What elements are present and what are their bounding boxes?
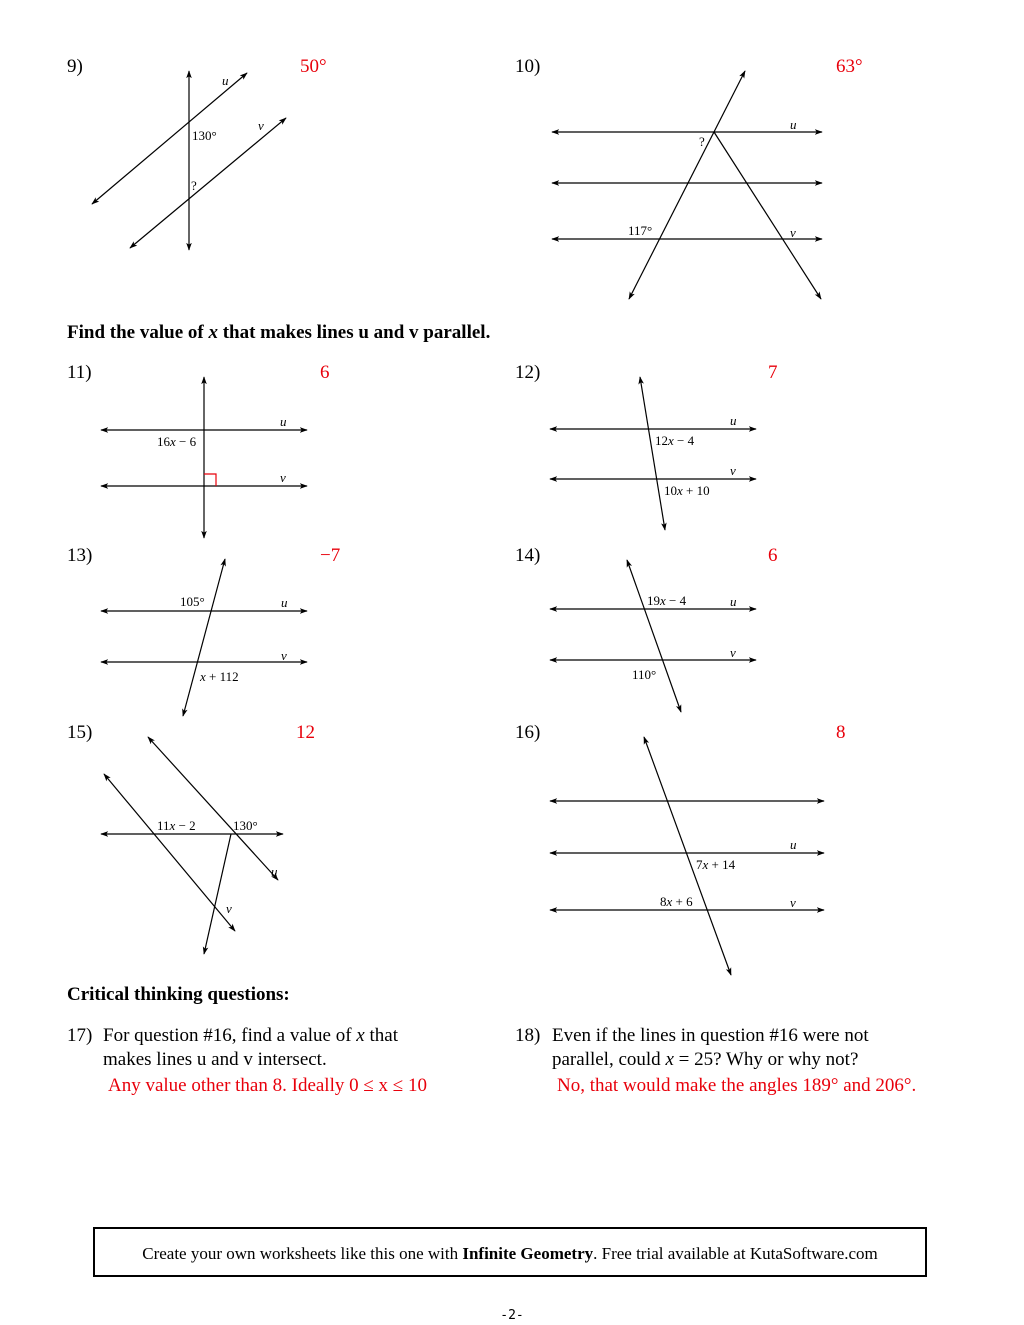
- question-18-text: Even if the lines in question #16 were not parallel, could x = 25? Why or why not? No, that would make the angles 189° and 206°.: [552, 1025, 917, 1096]
- answer-17: Any value other than 8. Ideally 0 ≤ x ≤ 10: [108, 1075, 427, 1096]
- fig16-label-v: v: [790, 895, 796, 910]
- fig9-label-v: v: [258, 118, 264, 133]
- fig9-angle-unknown: ?: [191, 178, 197, 193]
- fig14-label-v: v: [730, 645, 736, 660]
- answer-14: 6: [768, 545, 778, 566]
- fig11-label-v: v: [280, 470, 286, 485]
- section-heading-find: Find the value of x that makes lines u and v parallel.: [67, 322, 491, 343]
- fig11-label-u: u: [280, 414, 287, 429]
- fig10-angle-117: 117°: [628, 223, 653, 238]
- answer-12: 7: [768, 362, 778, 383]
- question-17: [67, 1024, 92, 1048]
- fig11-right-angle-mark: [204, 474, 216, 486]
- answer-9: 50°: [300, 56, 327, 77]
- footer-box: Create your own worksheets like this one with Infinite Geometry. Free trial available at KutaSoftware.com: [93, 1227, 927, 1277]
- fig15-expr: 11x − 2: [157, 818, 196, 833]
- fig10-angle-unknown: ?: [699, 134, 705, 149]
- fig15-line-u: [148, 737, 278, 880]
- fig16-transversal: [644, 737, 731, 975]
- fig11-expr: 16x − 6: [157, 434, 197, 449]
- fig14-angle-110: 110°: [632, 667, 657, 682]
- question-17-number: 17): [67, 1025, 93, 1046]
- fig13-transversal: [183, 559, 225, 716]
- answer-18: No, that would make the angles 189° and 206°.: [557, 1075, 917, 1096]
- problem-number-13: 13): [67, 545, 93, 566]
- problem-number-16: 16): [515, 722, 541, 743]
- fig12-label-v: v: [730, 463, 736, 478]
- fig14-transversal: [627, 560, 681, 712]
- problem-number-9: 9): [67, 56, 83, 77]
- problem-number-15: 15): [67, 722, 93, 743]
- fig15-line-v: [104, 774, 235, 931]
- fig12-transversal: [640, 377, 665, 530]
- answer-15: 12: [296, 722, 315, 743]
- fig10-transversal-1: [629, 71, 745, 299]
- fig15-angle-130: 130°: [233, 818, 258, 833]
- fig9-angle-130: 130°: [192, 128, 217, 143]
- answer-16: 8: [836, 722, 846, 743]
- question-18: [515, 1024, 540, 1048]
- fig9-label-u: u: [222, 73, 229, 88]
- fig12-expr-1: 12x − 4: [655, 433, 695, 448]
- answer-13: −7: [320, 545, 341, 566]
- question-17-text: For question #16, find a value of x that makes lines u and v intersect. Any value other than 8. Ideally 0 ≤ x ≤ 10: [103, 1025, 427, 1096]
- fig14-label-u: u: [730, 594, 737, 609]
- page-number: -2-: [500, 1308, 524, 1323]
- fig16-label-u: u: [790, 837, 797, 852]
- fig15-label-v: v: [226, 901, 232, 916]
- problem-number-11: 11): [67, 362, 92, 383]
- fig12-expr-2: 10x + 10: [664, 483, 710, 498]
- fig13-label-u: u: [281, 595, 288, 610]
- fig14-expr: 19x − 4: [647, 593, 687, 608]
- fig9-line-u: [92, 73, 247, 204]
- problem-number-12: 12): [515, 362, 541, 383]
- fig16-expr-1: 7x + 14: [696, 857, 736, 872]
- section-heading-critical: Critical thinking questions:: [67, 984, 290, 1005]
- answer-11: 6: [320, 362, 330, 383]
- problem-number-14: 14): [515, 545, 541, 566]
- fig13-angle-105: 105°: [180, 594, 205, 609]
- fig10-label-v: v: [790, 225, 796, 240]
- fig15-label-u: u: [271, 864, 278, 879]
- question-18-number: 18): [515, 1025, 541, 1046]
- fig10-label-u: u: [790, 117, 797, 132]
- problem-number-10: 10): [515, 56, 541, 77]
- fig15-ray: [204, 834, 231, 954]
- fig12-label-u: u: [730, 413, 737, 428]
- footer-brand: Infinite Geometry: [462, 1244, 594, 1263]
- answer-10: 63°: [836, 56, 863, 77]
- fig13-expr: x + 112: [200, 669, 239, 684]
- fig13-label-v: v: [281, 648, 287, 663]
- fig16-expr-2: 8x + 6: [660, 894, 693, 909]
- fig10-transversal-2: [714, 132, 821, 299]
